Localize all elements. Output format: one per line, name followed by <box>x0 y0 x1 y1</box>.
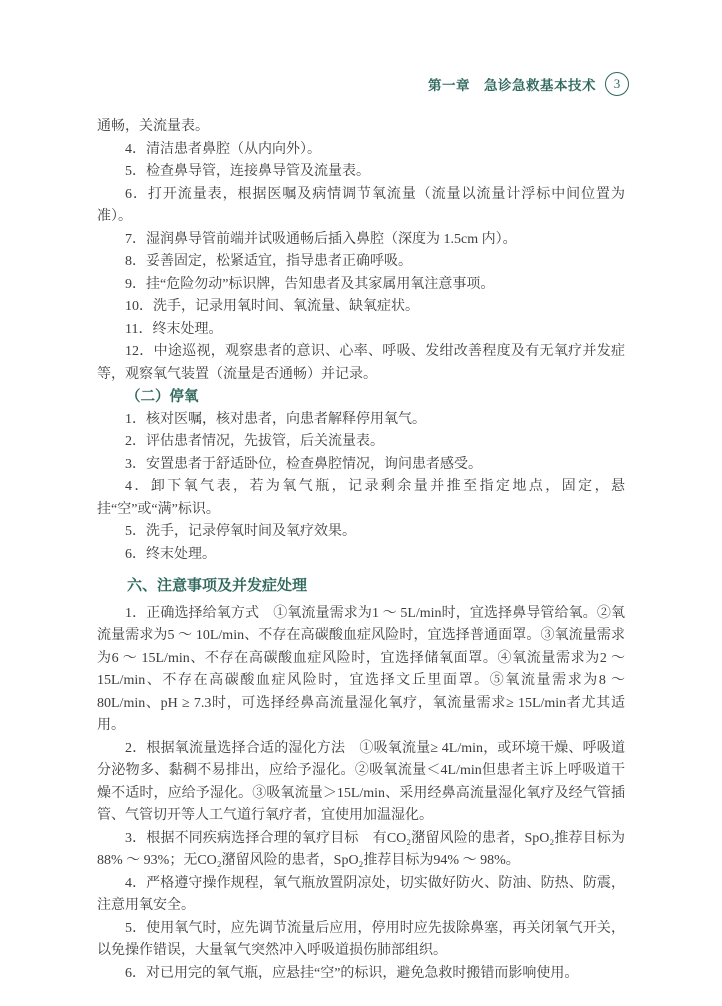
page-header <box>428 72 629 96</box>
paragraph: 3．安置患者于舒适卧位，检查鼻腔情况，询问患者感受。 <box>125 456 482 472</box>
chapter-title: 第一章 急诊急救基本技术 <box>428 78 596 93</box>
paragraph: 4．卸下氧气表，若为氧气瓶，记录剩余量并推至指定地点，固定，悬挂“空”或“满”标识。 <box>97 479 625 517</box>
paragraph: 5．使用氧气时，应先调节流量后应用，停用时应先拔除鼻塞，再关闭氧气开关，以免操作错误，大量氧气突然冲入呼吸道损伤肺部组织。 <box>97 920 625 958</box>
page-content <box>97 116 625 985</box>
paragraph: 通畅，关流量表。 <box>97 119 209 134</box>
paragraph: 4．严格遵守操作规程，氧气瓶放置阴凉处，切实做好防火、防油、防热、防震，注意用氧安全。 <box>97 875 625 913</box>
section-heading: 六、注意事项及并发症处理 <box>127 577 308 594</box>
paragraph: 1．正确选择给氧方式 ①氧流量需求为1 ～ 5L/min时，宜选择鼻导管给氧。②氧流量需求为5 ～ 10L/min、不存在高碳酸血症风险时，宜选择普通面罩。③氧流量需求为6 ～ 15L/min、不存在高碳酸血症风险时，宜选择储氧面罩。④氧流量需求为2 ～ 15L/min、不存在高碳酸血症风险时，宜选择文丘里面罩。⑤氧流量需求为8 ～ 80L/min、pH ≥ 7.3时，可选择经鼻高流量湿化氧疗，氧流量需求≥ 15L/min者尤其适用。 <box>97 605 625 733</box>
paragraph: 4．清洁患者鼻腔（从内向外）。 <box>125 141 321 157</box>
paragraph: 10．洗手，记录用氧时间、氧流量、缺氧症状。 <box>125 299 419 314</box>
paragraph: 8．妥善固定，松紧适宜，指导患者正确呼吸。 <box>125 254 412 269</box>
paragraph: 6．对已用完的氧气瓶，应悬挂“空”的标识，避免急救时搬错而影响使用。 <box>125 965 579 981</box>
paragraph: 5．检查鼻导管，连接鼻导管及流量表。 <box>125 164 370 179</box>
paragraph: 5．洗手，记录停氧时间及氧疗效果。 <box>125 524 356 539</box>
paragraph: 3．根据不同疾病选择合理的氧疗目标 有CO₂潴留风险的患者，SpO₂推荐目标为88% ～ 93%；无CO₂潴留风险的患者，SpO₂推荐目标为94% ～ 98%。 <box>97 830 625 868</box>
paragraph: 1．核对医嘱，核对患者，向患者解释停用氧气。 <box>125 411 426 427</box>
paragraph: 2．根据氧流量选择合适的湿化方法 ①吸氧流量≥ 4L/min，或环境干燥、呼吸道分泌物多、黏稠不易排出，应给予湿化。②吸氧流量＜4L/min但患者主诉上呼吸道干燥不适时，应给予湿化。③吸氧流量＞15L/min、采用经鼻高流量湿化氧疗及经气管插管、气管切开等人工气道行氧疗者，宜使用加温湿化。 <box>97 740 625 823</box>
paragraph: 9．挂“危险勿动”标识牌，告知患者及其家属用氧注意事项。 <box>125 276 495 292</box>
paragraph: 12．中途巡视，观察患者的意识、心率、呼吸、发绀改善程度及有无氧疗并发症等，观察氧气装置（流量是否通畅）并记录。 <box>97 344 625 382</box>
paragraph: 7．湿润鼻导管前端并试吸通畅后插入鼻腔（深度为 1.5cm 内）。 <box>125 231 517 247</box>
paragraph: 2．评估患者情况，先拔管，后关流量表。 <box>125 434 384 449</box>
paragraph: 6．打开流量表，根据医嘱及病情调节氧流量（流量以流量计浮标中间位置为准）。 <box>97 186 625 224</box>
paragraph: 11．终末处理。 <box>125 321 223 337</box>
page-number-badge <box>605 72 629 96</box>
paragraph: 6．终末处理。 <box>125 546 216 562</box>
subsection-heading: （二）停氧 <box>126 389 199 405</box>
page-number: 3 <box>613 76 621 91</box>
